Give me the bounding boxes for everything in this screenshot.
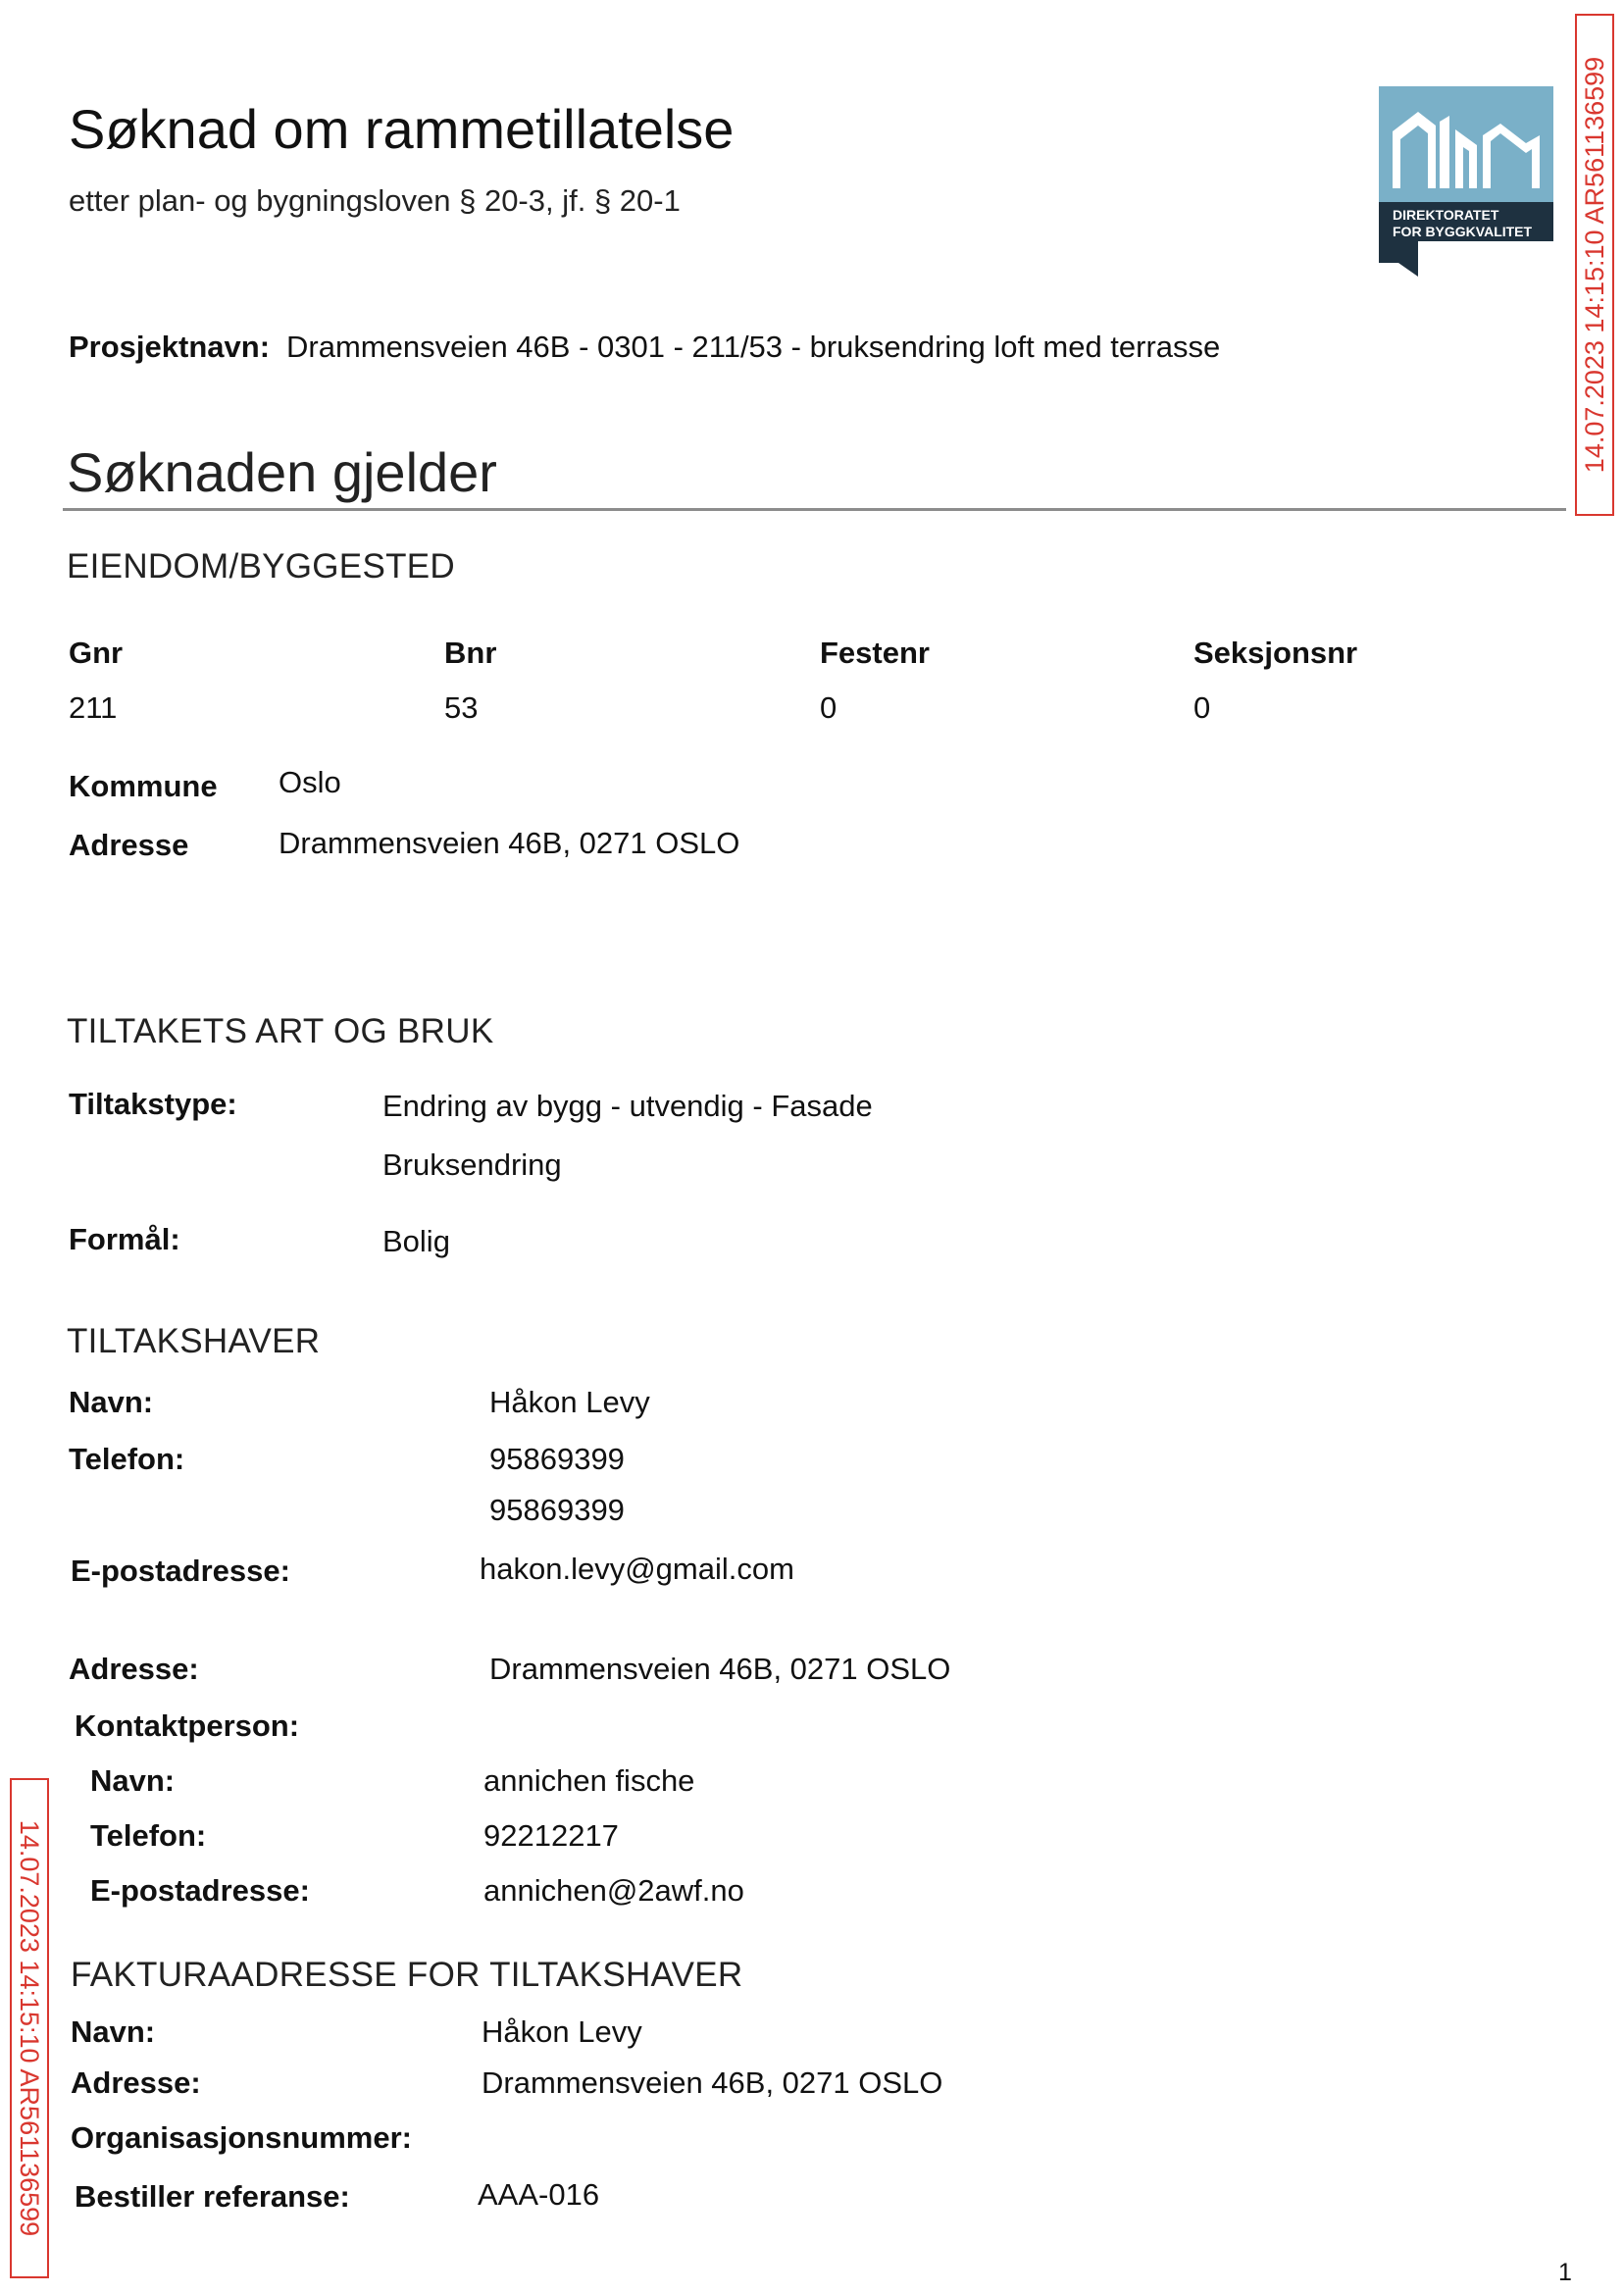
invoice-address-value: Drammensveien 46B, 0271 OSLO (482, 2065, 943, 2100)
measure-type-value-2: Bruksendring (382, 1147, 562, 1182)
kommune-value: Oslo (279, 765, 341, 799)
applicant-address-label: Adresse: (69, 1652, 199, 1686)
logo-text-line2: FOR BYGGKVALITET (1393, 224, 1533, 239)
property-address-label: Adresse (69, 828, 189, 862)
receipt-stamp-top-text: 14.07.2023 14:15:10 AR561136599 (1580, 56, 1609, 474)
section-title-applies: Søknaden gjelder (67, 441, 497, 503)
contact-person-label: Kontaktperson: (75, 1708, 300, 1743)
invoice-name-value: Håkon Levy (482, 2014, 642, 2049)
contact-name-label: Navn: (90, 1763, 176, 1798)
purpose-label: Formål: (69, 1222, 180, 1256)
page-number: 1 (1558, 2259, 1572, 2286)
section-divider (63, 508, 1566, 511)
contact-name-value: annichen fische (483, 1763, 695, 1798)
applicant-email-value: hakon.levy@gmail.com (480, 1552, 794, 1586)
gnr-value: 211 (69, 690, 118, 725)
applicant-phone-value-2: 95869399 (489, 1493, 625, 1527)
measure-type-value-1: Endring av bygg - utvendig - Fasade (382, 1089, 873, 1123)
seksjonsnr-label: Seksjonsnr (1193, 636, 1358, 670)
bnr-label: Bnr (444, 636, 497, 670)
page-title: Søknad om rammetillatelse (69, 98, 735, 160)
invoice-heading: FAKTURAADRESSE FOR TILTAKSHAVER (71, 1956, 743, 1994)
project-name-value: Drammensveien 46B - 0301 - 211/53 - bruksendring loft med terrasse (286, 330, 1221, 364)
logo-text-line1: DIREKTORATET (1393, 207, 1499, 223)
purpose-value: Bolig (382, 1224, 450, 1258)
applicant-name-value: Håkon Levy (489, 1385, 650, 1419)
project-name-label: Prosjektnavn: (69, 330, 271, 364)
dibk-logo (1379, 86, 1553, 277)
festenr-label: Festenr (820, 636, 930, 670)
contact-email-label: E-postadresse: (90, 1873, 310, 1908)
applicant-phone-value-1: 95869399 (489, 1442, 625, 1476)
applicant-address-value: Drammensveien 46B, 0271 OSLO (489, 1652, 951, 1686)
invoice-name-label: Navn: (71, 2014, 156, 2049)
property-address-value: Drammensveien 46B, 0271 OSLO (279, 826, 740, 860)
contact-phone-value: 92212217 (483, 1818, 619, 1853)
receipt-stamp-top (1575, 14, 1614, 516)
org-number-label: Organisasjonsnummer: (71, 2120, 412, 2155)
receipt-stamp-left (10, 1778, 49, 2278)
kommune-label: Kommune (69, 769, 218, 803)
gnr-label: Gnr (69, 636, 124, 670)
measure-type-label: Tiltakstype: (69, 1087, 237, 1121)
measure-heading: TILTAKETS ART OG BRUK (67, 1012, 494, 1050)
applicant-email-label: E-postadresse: (71, 1554, 290, 1588)
invoice-address-label: Adresse: (71, 2065, 201, 2100)
festenr-value: 0 (820, 690, 837, 725)
order-reference-label: Bestiller referanse: (75, 2179, 350, 2214)
contact-phone-label: Telefon: (90, 1818, 207, 1853)
property-heading: EIENDOM/BYGGESTED (67, 547, 455, 586)
page-subtitle: etter plan- og bygningsloven § 20-3, jf. § 20-1 (69, 183, 681, 218)
contact-email-value: annichen@2awf.no (483, 1873, 744, 1908)
applicant-heading: TILTAKSHAVER (67, 1322, 321, 1360)
bnr-value: 53 (444, 690, 479, 725)
receipt-stamp-left-text: 14.07.2023 14:15:10 AR561136599 (15, 1819, 44, 2237)
applicant-name-label: Navn: (69, 1385, 154, 1419)
seksjonsnr-value: 0 (1193, 690, 1211, 725)
applicant-phone-label: Telefon: (69, 1442, 185, 1476)
order-reference-value: AAA-016 (478, 2177, 600, 2212)
